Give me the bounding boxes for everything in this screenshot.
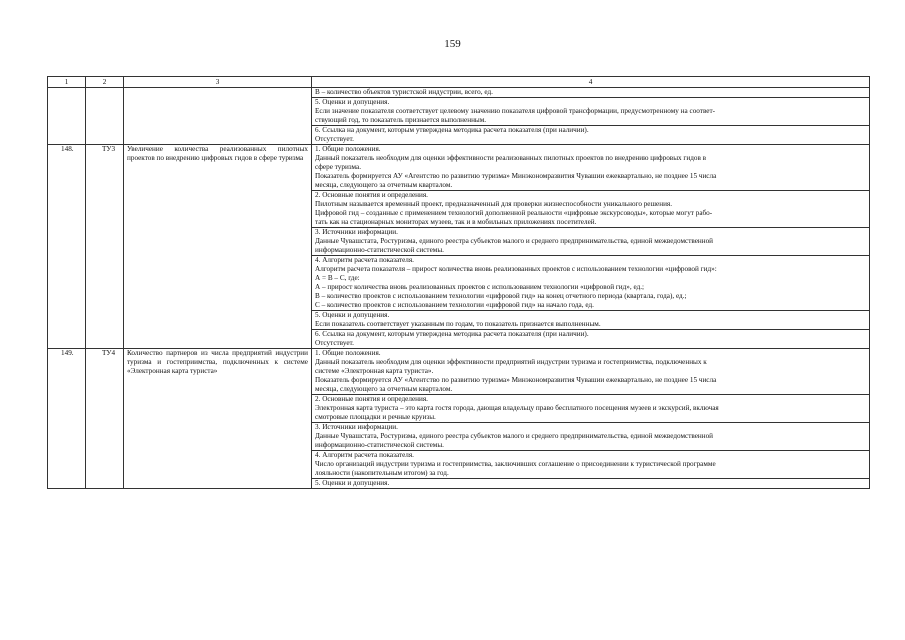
methodology-section <box>312 394 869 422</box>
page-number: 159 <box>444 38 461 50</box>
section-text: Пилотным называется временный проект, предназначенный для проверки жизнеспособности уникального решения. <box>315 200 673 208</box>
column-header-1: 1 <box>48 77 86 88</box>
methodology-section <box>312 88 869 97</box>
section-text: тать как на стационарных мониторах музеев, так и в мобильных приложениях посетителей. <box>315 218 597 226</box>
section-heading: 1. Общие положения. <box>315 349 381 357</box>
indicator-name: Количество партнеров из числа предприятий индустрии туризма и гостеприимства, подключенных к системе «Электронная карта туриста» <box>124 349 312 489</box>
section-text: Данные Чувашстата, Ростуризма, единого реестра субъектов малого и среднего предпринимательства, единой межведомственной <box>315 432 714 440</box>
section-heading: 5. Оценки и допущения. <box>315 479 390 487</box>
methodology-section <box>312 349 869 394</box>
section-heading: 3. Источники информации. <box>315 423 398 431</box>
indicators-table <box>47 76 870 489</box>
methodology-section <box>312 450 869 478</box>
section-text: С – количество проектов с использованием технологии «цифровой гид» на начало года, ед. <box>315 301 594 309</box>
methodology-section <box>312 422 869 450</box>
section-heading: 4. Алгоритм расчета показателя. <box>315 451 414 459</box>
methodology-section <box>312 190 869 227</box>
methodology-cell <box>312 145 870 349</box>
section-text: лояльности (накопительным итогом) за год. <box>315 469 449 477</box>
section-heading: 5. Оценки и допущения. <box>315 311 390 319</box>
section-text: А – прирост количества вновь реализованных проектов с использованием технологии «цифровой гид», ед.; <box>315 283 645 291</box>
section-text: Данный показатель необходим для оценки эффективности реализованных пилотных проектов по внедрению цифровых гидов в <box>315 154 707 162</box>
section-heading: В – количество объектов туристской индустрии, всего, ед. <box>315 88 493 96</box>
section-heading: 3. Источники информации. <box>315 228 398 236</box>
methodology-section <box>312 125 869 144</box>
section-text: Данные Чувашстата, Ростуризма, единого реестра субъектов малого и среднего предпринимательства, единой межведомственной <box>315 237 714 245</box>
section-text: Если показатель соответствует указанным по годам, то показатель признается выполненным. <box>315 320 601 328</box>
section-heading: 2. Основные понятия и определения. <box>315 191 428 199</box>
methodology-section <box>312 329 869 348</box>
methodology-cell <box>312 88 870 145</box>
methodology-section <box>312 97 869 125</box>
section-text: Цифровой гид – созданные с применением технологий дополненной реальности «цифровые экскурсоводы», которые могут рабо- <box>315 209 713 217</box>
column-header-2: 2 <box>86 77 124 88</box>
section-heading: 1. Общие положения. <box>315 145 381 153</box>
section-text: Данный показатель необходим для оценки эффективности предприятий индустрии туризма и гостеприимства, подключенных к <box>315 358 707 366</box>
table-row <box>48 349 870 489</box>
section-text: месяца, следующего за отчетным кварталом. <box>315 181 453 189</box>
indicator-name: Увеличение количества реализованных пилотных проектов по внедрению цифровых гидов в сфере туризма <box>124 145 312 349</box>
methodology-cell <box>312 349 870 489</box>
column-header-4: 4 <box>312 77 870 88</box>
section-text: Электронная карта туриста – это карта гостя города, дающая владельцу право бесплатного посещения музеев и экскурсий, включая <box>315 404 719 412</box>
table-header-row <box>48 77 870 88</box>
section-text: информационно-статистической системы. <box>315 441 444 449</box>
indicator-code <box>86 88 124 145</box>
section-text: Отсутствует. <box>315 339 354 347</box>
section-heading: 2. Основные понятия и определения. <box>315 395 428 403</box>
section-text: Если значение показателя соответствует целевому значению показателя цифровой трансформации, предусмотренному на соответ- <box>315 107 716 115</box>
table-row <box>48 88 870 145</box>
section-heading: 6. Ссылка на документ, которым утверждена методика расчета показателя (при наличии). <box>315 330 589 338</box>
section-text: месяца, следующего за отчетным кварталом. <box>315 385 453 393</box>
row-number <box>48 88 86 145</box>
methodology-section <box>312 145 869 190</box>
methodology-section <box>312 310 869 329</box>
methodology-section <box>312 478 869 488</box>
methodology-section <box>312 255 869 310</box>
indicator-code: ТУ3 <box>86 145 124 349</box>
row-number: 148. <box>48 145 86 349</box>
section-text: смотровые площадки и речные круизы. <box>315 413 436 421</box>
section-text: А = В – С, где: <box>315 274 360 282</box>
section-text: сфере туризма. <box>315 163 362 171</box>
row-number: 149. <box>48 349 86 489</box>
methodology-section <box>312 227 869 255</box>
section-text: ствующий год, то показатель признается выполненным. <box>315 116 487 124</box>
section-text: Показатель формируется АУ «Агентство по развитию туризма» Минэкономразвития Чувашии ежеквартально, не позднее 15 числа <box>315 172 717 180</box>
section-heading: 6. Ссылка на документ, которым утверждена методика расчета показателя (при наличии). <box>315 126 589 134</box>
section-text: Отсутствует. <box>315 135 354 143</box>
section-text: Число организаций индустрии туризма и гостеприимства, заключивших соглашение о присоединении к туристической программе <box>315 460 716 468</box>
section-heading: 5. Оценки и допущения. <box>315 98 390 106</box>
section-text: Алгоритм расчета показателя – прирост количества вновь реализованных проектов с использованием технологии «цифровой гид»: <box>315 265 717 273</box>
table-row <box>48 145 870 349</box>
column-header-3: 3 <box>124 77 312 88</box>
section-text: В – количество проектов с использованием технологии «цифровой гид» на конец отчетного периода (квартала, года), ед.; <box>315 292 687 300</box>
section-text: Показатель формируется АУ «Агентство по развитию туризма» Минэкономразвития Чувашии ежеквартально, не позднее 15 числа <box>315 376 717 384</box>
indicator-code: ТУ4 <box>86 349 124 489</box>
section-heading: 4. Алгоритм расчета показателя. <box>315 256 414 264</box>
section-text: системе «Электронная карта туриста». <box>315 367 434 375</box>
section-text: информационно-статистической системы. <box>315 246 444 254</box>
indicator-name <box>124 88 312 145</box>
